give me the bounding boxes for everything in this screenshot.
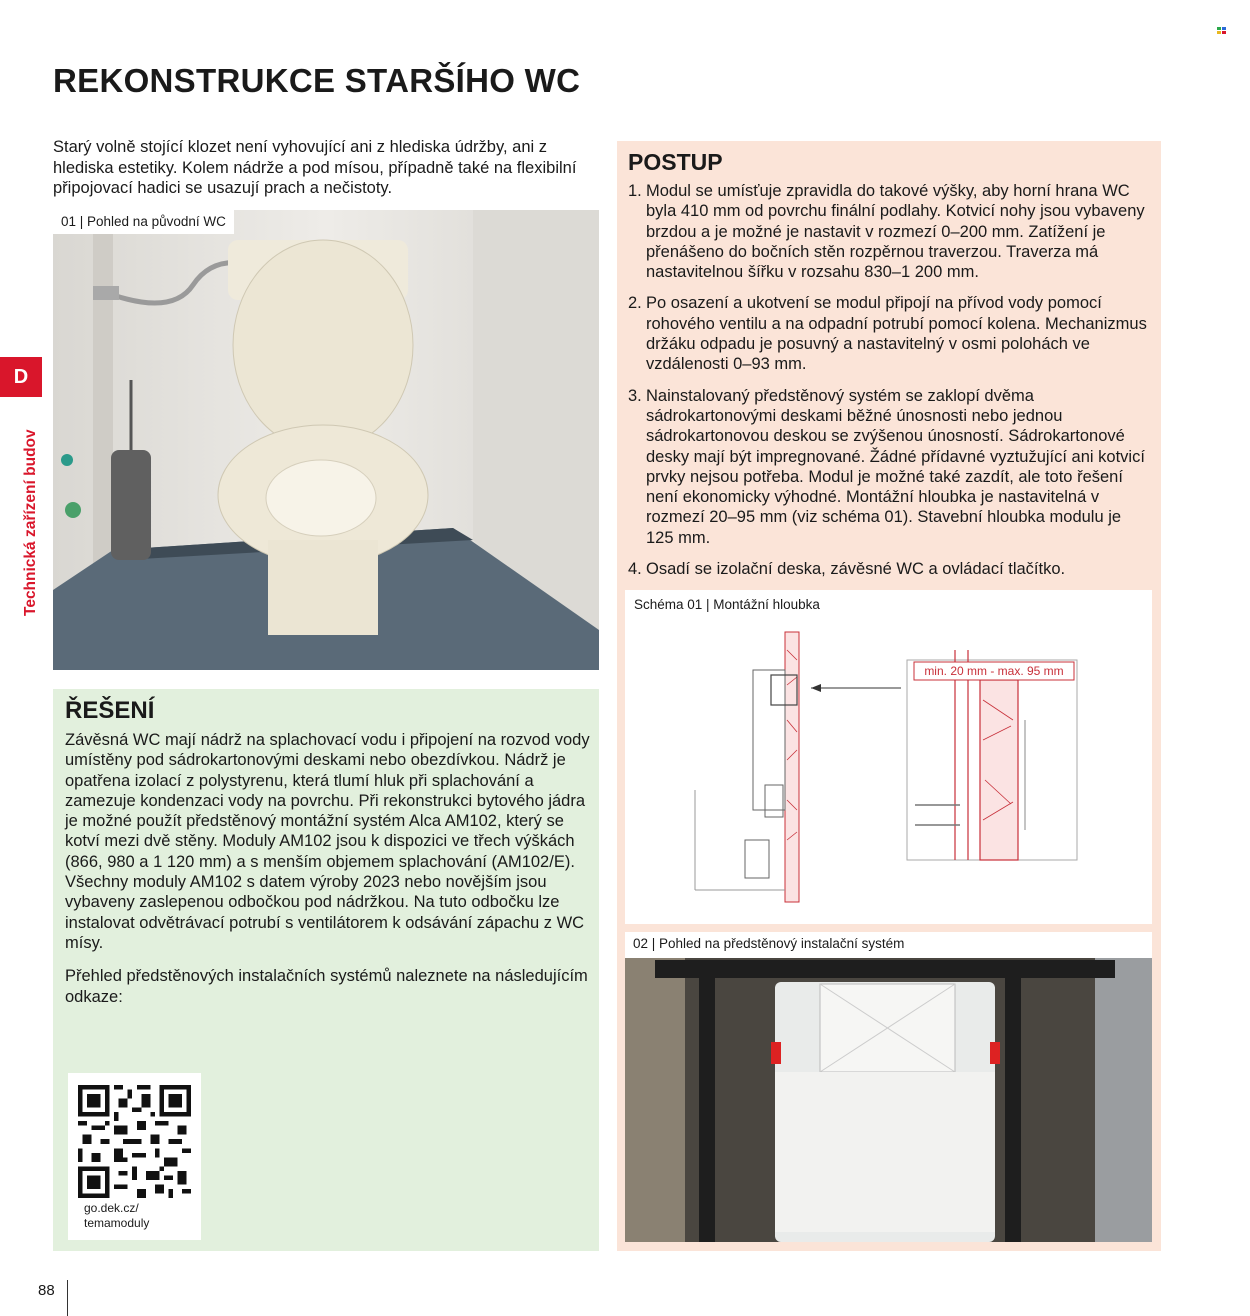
- qr-link-text[interactable]: go.dek.cz/ temamoduly: [84, 1201, 150, 1230]
- toilet-illustration: [53, 210, 599, 670]
- chapter-tab: D: [0, 357, 42, 397]
- photo2-caption: 02 | Pohled na předstěnový instalační systém: [625, 932, 912, 957]
- photo-installation-system: [625, 932, 1152, 1242]
- postup-steps: [628, 181, 1153, 590]
- intro-paragraph: Starý volně stojící klozet není vyhovující ani z hlediska údržby, ani z hlediska estetiky. Kolem nádrže a pod mísou, případně také na flexibilní připojovací hadici se usazují prach a nečistoty.: [53, 138, 577, 197]
- scheme-drawing: [625, 590, 1152, 924]
- page-title: REKONSTRUKCE STARŠÍHO WC: [53, 62, 581, 99]
- postup-step: 4. Osadí se izolační deska, závěsné WC a ovládací tlačítko.: [628, 560, 1066, 579]
- chapter-label: Technická zařízení budov: [22, 429, 39, 616]
- reseni-paragraph: Přehled předstěnových instalačních systémů naleznete na následujícím odkaze:: [65, 967, 588, 1006]
- reseni-body: [65, 730, 590, 1020]
- reseni-paragraph: Závěsná WC mají nádrž na splachovací vodu i připojení na rozvod vody umístěny pod sádrokartonovými deskami nebo obezdívkou. Nádrž je opatřena izolací z polystyrenu, která tlumí hluk při splachování a zamezuje kondenzaci vody na povrchu. Při rekonstrukci bytového jádra je možné použít předstěnový montážní systém Alca AM102, který se kotví mezi dvě stěny. Moduly AM102 jsou k dispozici ve třech výškách (866, 980 a 1 120 mm) a s menším objemem splachování (AM102/E). Všechny moduly AM102 s datem výroby 2023 nebo novějším jsou vybaveny zaslepenou odbočkou pod nádržkou. Na tuto odbočku lze instalovat odvětrávací potrubí s ventilátorem k odsávání zápachu z WC mísy.: [65, 731, 590, 952]
- photo-original-wc: [53, 210, 599, 670]
- scheme-mounting-depth: [625, 590, 1152, 924]
- postup-title: POSTUP: [628, 149, 723, 175]
- photo1-caption: 01 | Pohled na původní WC: [53, 210, 234, 234]
- corner-mark-icon: [1217, 27, 1226, 34]
- installation-frame-illustration: [625, 932, 1152, 1242]
- postup-step: 2. Po osazení a ukotvení se modul připojí na přívod vody pomocí rohového ventilu a na odpadní potrubí pomocí kolena. Mechanizmus držáku odpadu je posuvný a nastavitelný v osmi polohách ve vzdálenosti 0–93 mm.: [628, 294, 1147, 374]
- postup-step: 3. Nainstalovaný předstěnový systém se zaklopí dvěma sádrokartonovými deskami běžné únosnosti nebo jednou sádrokartonovou deskou se zvýšenou únosností. Sádrokartonové desky mají být impregnované. Žádné přídavné vyztužující ani kotvicí prvky nejsou potřeba. Modul je možné také zazdít, ale toto řešení není ekonomicky výhodné. Montážní hloubka je nastavitelná v rozmezí 20–95 mm (viz schéma 01). Stavební hloubka modulu je 125 mm.: [628, 386, 1145, 547]
- scheme-dimension: min. 20 mm - max. 95 mm: [924, 664, 1064, 678]
- qr-code-box[interactable]: [68, 1073, 201, 1240]
- postup-step: 1. Modul se umísťuje zpravidla do takové výšky, aby horní hrana WC byla 410 mm od povrchu finální podlahy. Kotvicí nohy jsou vybaveny brzdou a je možné je nastavit v rozmezí 0–200 mm. Zatížení je přenášeno do bočních stěn rozpěrnou traverzou. Traverza má nastavitelnou šířku v rozsahu 830–1 200 mm.: [628, 182, 1145, 282]
- reseni-title: ŘEŠENÍ: [65, 697, 155, 724]
- scheme-caption: Schéma 01 | Montážní hloubka: [634, 597, 820, 612]
- page-number: 88: [38, 1282, 55, 1299]
- qr-code-icon[interactable]: [78, 1085, 191, 1198]
- page-divider: [67, 1280, 68, 1316]
